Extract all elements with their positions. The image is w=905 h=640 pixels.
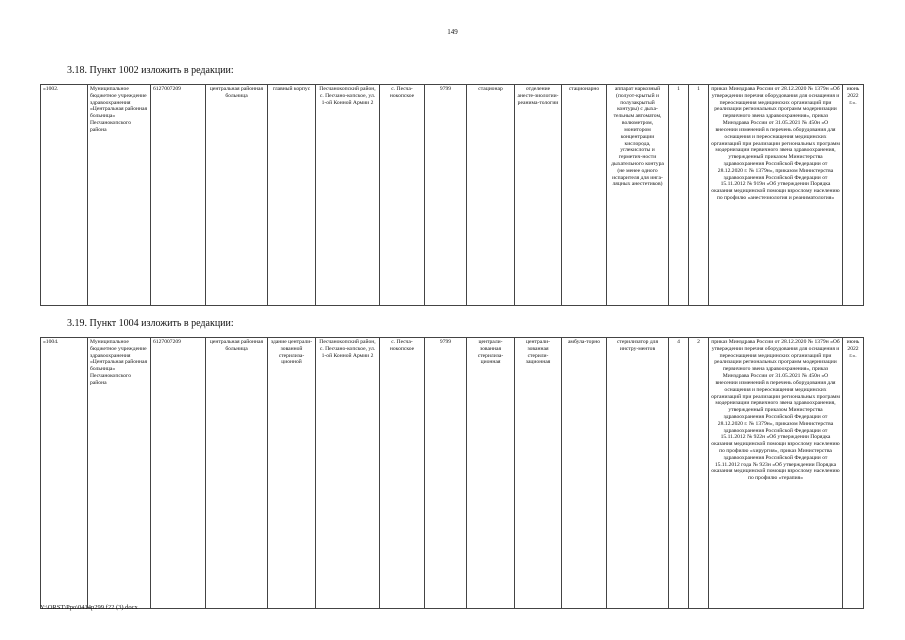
- legal-basis-cell: приказ Минздрава России от 28.12.2020 № 1379н «Об утверждении перечня оборудования для оснащения и переоснащения медицинских организаций при реализации региональных программ модернизации первичного звена здравоохранения», приказ Минздрава России от 31.05.2021 № 450н «О внесении изменений в перечень оборудования для оснащения и переоснащения медицинских организаций при реализации региональных программ модернизации первичного звена здравоохранения, утвержденный приказом Министерства здравоохранения Российской Федерации от 28.12.2020 г. № 1379н», приказом Министерства здравоохранения Российской Федерации от 15.11.2012 № 919н «Об утверждении Порядка оказания медицинской помощи взрослому населению по профилю «анестезиология и реаниматология»: [709, 85, 843, 306]
- page-number: 149: [447, 28, 458, 36]
- equipment-cell: стерилизатор для инстру-ментов: [607, 338, 669, 609]
- department-cell: отделение анесте-зиологии-реанима-тологии: [515, 85, 562, 306]
- building-cell: здание централи-зованной стерилиза-ционной: [268, 338, 316, 609]
- department-cell: централи-зованная стерили-зационная: [515, 338, 562, 609]
- equipment-table-1: [40, 84, 864, 306]
- locality-cell: с. Песча-нокопское: [380, 338, 425, 609]
- quantity-cell: 1: [669, 85, 689, 306]
- care-form-cell: амбула-торно: [562, 338, 607, 609]
- inn-cell: 6127007209: [151, 85, 206, 306]
- care-type-cell: централи-зованная стерилиза-ционная: [467, 338, 515, 609]
- row-number: «1002.: [41, 85, 88, 306]
- table-row: [41, 85, 864, 306]
- section-heading-1: 3.18. Пункт 1002 изложить в редакции:: [67, 65, 234, 76]
- table-row: [41, 338, 864, 609]
- quantity-cell: 4: [669, 338, 689, 609]
- organization-cell: Муниципальное бюджетное учреждение здравоохранения «Центральная районная больница» Песчанокопского района: [88, 85, 151, 306]
- code-cell: 9799: [425, 338, 467, 609]
- date-cell: июнь 2022 г.».: [843, 338, 864, 609]
- inn-cell: 6127007209: [151, 338, 206, 609]
- legal-basis-cell: приказ Минздрава России от 28.12.2020 № 1379н «Об утверждении перечня оборудования для оснащения и переоснащения медицинских организаций при реализации региональных программ модернизации первичного звена здравоохранения», приказ Минздрава России от 31.05.2021 № 450н «О внесении изменений в перечень оборудования для оснащения и переоснащения медицинских организаций при реализации региональных программ модернизации первичного звена здравоохранения, утвержденный приказом Министерства здравоохранения Российской Федерации от 28.12.2020 г. № 1379н», приказом Министерства здравоохранения Российской Федерации от 15.11.2012 № 922н «Об утверждении Порядка оказания медицинской помощи взрослому населению по профилю «хирургия», приказ Министерства здравоохранения Российской Федерации от 15.11.2012 года № 923н «Об утверждении Порядка оказания медицинской помощи взрослому населению по профилю «терапия»: [709, 338, 843, 609]
- building-cell: главный корпус: [268, 85, 316, 306]
- address-cell: Песчанокопский район, с. Песчано-копское, ул. 1-ой Конной Армии 2: [316, 85, 380, 306]
- organization-cell: Муниципальное бюджетное учреждение здравоохранения «Центральная районная больница» Песчанокопского района: [88, 338, 151, 609]
- hospital-type-cell: центральная районная больница: [206, 338, 268, 609]
- equipment-table-2: [40, 337, 864, 609]
- equipment-cell: аппарат наркозный (полуот-крытый и полузакрытый контуры) с дыха-тельным автоматом, волюметром, монитором концентрации кислорода, углекислоты и герметич-ности дыхательного контура (не менее одного испарителя для инга-ляцных анестетиков): [607, 85, 669, 306]
- row-number: «1004.: [41, 338, 88, 609]
- care-type-cell: стационар: [467, 85, 515, 306]
- quantity-cell: 2: [689, 338, 709, 609]
- care-form-cell: стационарно: [562, 85, 607, 306]
- section-heading-2: 3.19. Пункт 1004 изложить в редакции:: [67, 318, 234, 329]
- code-cell: 9799: [425, 85, 467, 306]
- quantity-cell: 1: [689, 85, 709, 306]
- address-cell: Песчанокопский район, с. Песчано-копское, ул. 1-ой Конной Армии 2: [316, 338, 380, 609]
- file-path-footer: Y:\ORST\Ppo\0414p299.f22 (3).docx: [40, 604, 138, 611]
- date-cell: июнь 2022 г.».: [843, 85, 864, 306]
- locality-cell: с. Песча-нокопское: [380, 85, 425, 306]
- hospital-type-cell: центральная районная больница: [206, 85, 268, 306]
